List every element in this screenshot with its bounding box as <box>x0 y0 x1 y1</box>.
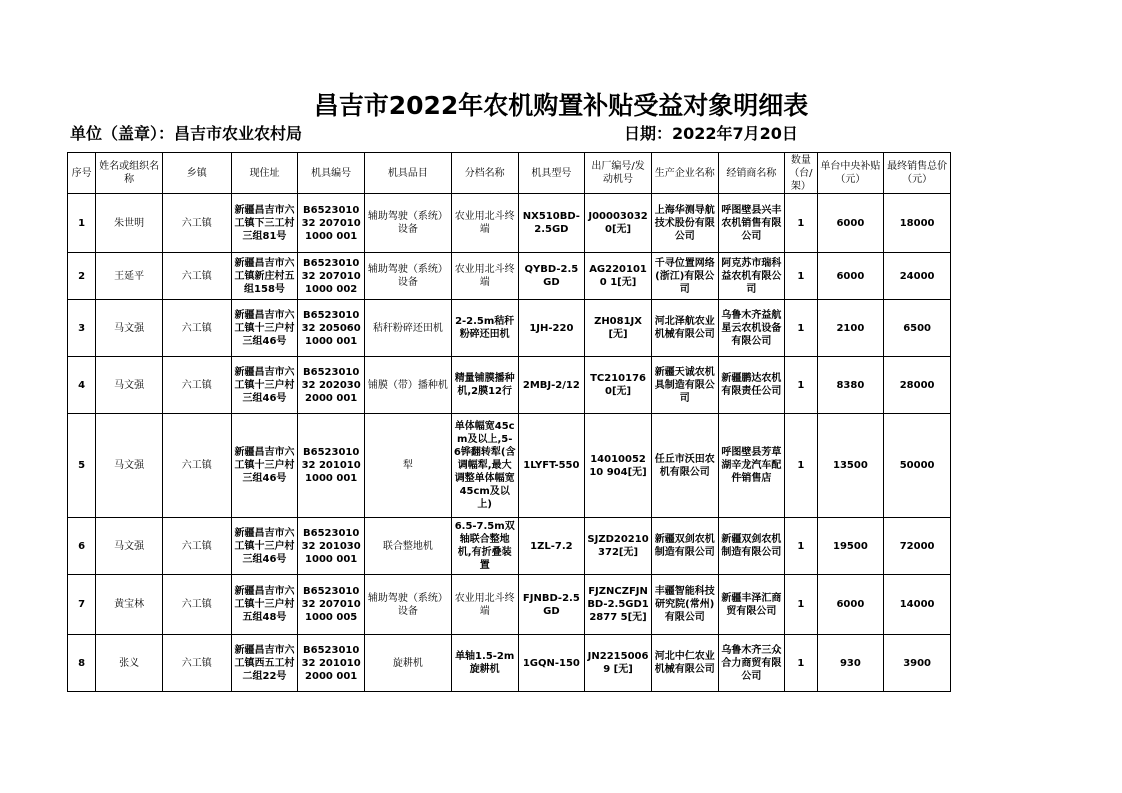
cell-town: 六工镇 <box>162 253 231 300</box>
cell-maker: 千寻位置网络(浙江)有限公司 <box>651 253 718 300</box>
cell-town: 六工镇 <box>162 414 231 518</box>
cell-qty: 1 <box>785 194 817 253</box>
cell-item: 联合整地机 <box>364 518 451 575</box>
cell-name: 王延平 <box>96 253 163 300</box>
cell-model: 1JH-220 <box>518 300 585 357</box>
cell-dealer: 新疆鹏达农机有限责任公司 <box>718 357 785 414</box>
cell-address: 新疆昌吉市六工镇十三户村三组46号 <box>231 518 298 575</box>
cell-grade: 农业用北斗终端 <box>451 253 518 300</box>
cell-town: 六工镇 <box>162 300 231 357</box>
cell-no: 5 <box>68 414 96 518</box>
cell-subsidy: 6000 <box>817 253 884 300</box>
subsidy-table <box>67 152 951 692</box>
cell-no: 7 <box>68 575 96 635</box>
cell-subsidy: 6000 <box>817 194 884 253</box>
cell-address: 新疆昌吉市六工镇下三工村三组81号 <box>231 194 298 253</box>
cell-item: 铺膜（带）播种机 <box>364 357 451 414</box>
cell-town: 六工镇 <box>162 518 231 575</box>
cell-town: 六工镇 <box>162 357 231 414</box>
cell-address: 新疆昌吉市六工镇十三户村五组48号 <box>231 575 298 635</box>
table-row <box>68 635 951 692</box>
cell-code: B652301032 2070101000 001 <box>298 194 365 253</box>
col-header-town: 乡镇 <box>162 153 231 194</box>
cell-price: 18000 <box>884 194 951 253</box>
cell-maker: 新疆天诚农机具制造有限公司 <box>651 357 718 414</box>
cell-qty: 1 <box>785 300 817 357</box>
cell-serial: 1401005210 904[无] <box>585 414 652 518</box>
cell-dealer: 阿克苏市瑞科益农机有限公司 <box>718 253 785 300</box>
cell-item: 旋耕机 <box>364 635 451 692</box>
cell-name: 马文强 <box>96 518 163 575</box>
cell-name: 马文强 <box>96 300 163 357</box>
table-row <box>68 300 951 357</box>
cell-serial: SJZD20210 372[无] <box>585 518 652 575</box>
cell-maker: 河北泽航农业机械有限公司 <box>651 300 718 357</box>
cell-price: 6500 <box>884 300 951 357</box>
cell-maker: 丰疆智能科技研究院(常州)有限公司 <box>651 575 718 635</box>
cell-address: 新疆昌吉市六工镇西五工村二组22号 <box>231 635 298 692</box>
cell-no: 4 <box>68 357 96 414</box>
cell-grade: 单体幅宽45cm及以上,5-6铧翻转犁(含调幅犁,最大调整单体幅宽45cm及以上) <box>451 414 518 518</box>
col-header-price: 最终销售总价（元） <box>884 153 951 194</box>
cell-subsidy: 19500 <box>817 518 884 575</box>
cell-qty: 1 <box>785 357 817 414</box>
table-row <box>68 414 951 518</box>
cell-maker: 上海华测导航技术股份有限公司 <box>651 194 718 253</box>
cell-model: QYBD-2.5GD <box>518 253 585 300</box>
cell-qty: 1 <box>785 575 817 635</box>
cell-serial: ZH081JX [无] <box>585 300 652 357</box>
cell-name: 朱世明 <box>96 194 163 253</box>
cell-no: 1 <box>68 194 96 253</box>
col-header-no: 序号 <box>68 153 96 194</box>
table-row <box>68 518 951 575</box>
cell-code: B652301032 2050601000 001 <box>298 300 365 357</box>
cell-serial: AG2201010 1[无] <box>585 253 652 300</box>
cell-name: 张义 <box>96 635 163 692</box>
table-row <box>68 575 951 635</box>
table-row <box>68 253 951 300</box>
cell-grade: 精量铺膜播种机,2膜12行 <box>451 357 518 414</box>
cell-subsidy: 6000 <box>817 575 884 635</box>
cell-qty: 1 <box>785 518 817 575</box>
cell-address: 新疆昌吉市六工镇十三户村三组46号 <box>231 357 298 414</box>
col-header-serial: 出厂编号/发动机号 <box>585 153 652 194</box>
cell-subsidy: 2100 <box>817 300 884 357</box>
col-header-code: 机具编号 <box>298 153 365 194</box>
cell-no: 8 <box>68 635 96 692</box>
col-header-dealer: 经销商名称 <box>718 153 785 194</box>
cell-no: 2 <box>68 253 96 300</box>
cell-dealer: 呼图壁县芳草湖辛龙汽车配件销售店 <box>718 414 785 518</box>
cell-qty: 1 <box>785 635 817 692</box>
cell-no: 6 <box>68 518 96 575</box>
cell-serial: J000030320[无] <box>585 194 652 253</box>
cell-maker: 任丘市沃田农机有限公司 <box>651 414 718 518</box>
cell-code: B652301032 2070101000 005 <box>298 575 365 635</box>
cell-maker: 河北中仁农业机械有限公司 <box>651 635 718 692</box>
cell-address: 新疆昌吉市六工镇十三户村三组46号 <box>231 300 298 357</box>
col-header-address: 现住址 <box>231 153 298 194</box>
cell-model: 1ZL-7.2 <box>518 518 585 575</box>
col-header-maker: 生产企业名称 <box>651 153 718 194</box>
cell-no: 3 <box>68 300 96 357</box>
unit-line: 单位（盖章）：昌吉市农业农村局 <box>70 124 303 143</box>
cell-item: 辅助驾驶（系统）设备 <box>364 575 451 635</box>
cell-model: NX510BD-2.5GD <box>518 194 585 253</box>
cell-model: FJNBD-2.5GD <box>518 575 585 635</box>
table-header-row <box>68 153 951 194</box>
cell-grade: 农业用北斗终端 <box>451 575 518 635</box>
cell-dealer: 乌鲁木齐益航星云农机设备有限公司 <box>718 300 785 357</box>
cell-serial: TC2101760[无] <box>585 357 652 414</box>
cell-item: 犁 <box>364 414 451 518</box>
page-title: 昌吉市2022年农机购置补贴受益对象明细表 <box>313 91 809 120</box>
cell-dealer: 新疆双剑农机制造有限公司 <box>718 518 785 575</box>
cell-model: 1GQN-150 <box>518 635 585 692</box>
col-header-grade: 分档名称 <box>451 153 518 194</box>
cell-code: B652301032 2010301000 001 <box>298 518 365 575</box>
cell-grade: 6.5-7.5m双轴联合整地机,有折叠装置 <box>451 518 518 575</box>
cell-model: 2MBJ-2/12 <box>518 357 585 414</box>
cell-grade: 单轴1.5-2m旋耕机 <box>451 635 518 692</box>
cell-item: 辅助驾驶（系统）设备 <box>364 194 451 253</box>
cell-item: 辅助驾驶（系统）设备 <box>364 253 451 300</box>
cell-qty: 1 <box>785 414 817 518</box>
col-header-item: 机具品目 <box>364 153 451 194</box>
col-header-qty: 数量（台/架） <box>785 153 817 194</box>
col-header-subsidy: 单台中央补贴（元） <box>817 153 884 194</box>
cell-price: 72000 <box>884 518 951 575</box>
cell-dealer: 呼图壁县兴丰农机销售有限公司 <box>718 194 785 253</box>
cell-price: 28000 <box>884 357 951 414</box>
cell-serial: FJZNCZFJNBD-2.5GD12877 5[无] <box>585 575 652 635</box>
cell-price: 50000 <box>884 414 951 518</box>
cell-maker: 新疆双剑农机制造有限公司 <box>651 518 718 575</box>
cell-name: 黄宝林 <box>96 575 163 635</box>
cell-price: 3900 <box>884 635 951 692</box>
cell-code: B652301032 2010101000 001 <box>298 414 365 518</box>
cell-code: B652301032 2070101000 002 <box>298 253 365 300</box>
cell-name: 马文强 <box>96 414 163 518</box>
cell-address: 新疆昌吉市六工镇新庄村五组158号 <box>231 253 298 300</box>
cell-name: 马文强 <box>96 357 163 414</box>
table-row <box>68 194 951 253</box>
cell-town: 六工镇 <box>162 635 231 692</box>
cell-subsidy: 8380 <box>817 357 884 414</box>
cell-subsidy: 930 <box>817 635 884 692</box>
cell-qty: 1 <box>785 253 817 300</box>
date-line: 日期：2022年7月20日 <box>624 124 798 143</box>
cell-serial: JN22150069 [无] <box>585 635 652 692</box>
cell-code: B652301032 2020302000 001 <box>298 357 365 414</box>
cell-dealer: 乌鲁木齐三众合力商贸有限公司 <box>718 635 785 692</box>
cell-price: 14000 <box>884 575 951 635</box>
cell-code: B652301032 2010102000 001 <box>298 635 365 692</box>
cell-grade: 农业用北斗终端 <box>451 194 518 253</box>
col-header-name: 姓名或组织名称 <box>96 153 163 194</box>
table-row <box>68 357 951 414</box>
cell-grade: 2-2.5m秸秆粉碎还田机 <box>451 300 518 357</box>
cell-town: 六工镇 <box>162 575 231 635</box>
cell-model: 1LYFT-550 <box>518 414 585 518</box>
cell-price: 24000 <box>884 253 951 300</box>
col-header-model: 机具型号 <box>518 153 585 194</box>
cell-address: 新疆昌吉市六工镇十三户村三组46号 <box>231 414 298 518</box>
cell-subsidy: 13500 <box>817 414 884 518</box>
cell-town: 六工镇 <box>162 194 231 253</box>
cell-item: 秸秆粉碎还田机 <box>364 300 451 357</box>
cell-dealer: 新疆丰泽汇商贸有限公司 <box>718 575 785 635</box>
